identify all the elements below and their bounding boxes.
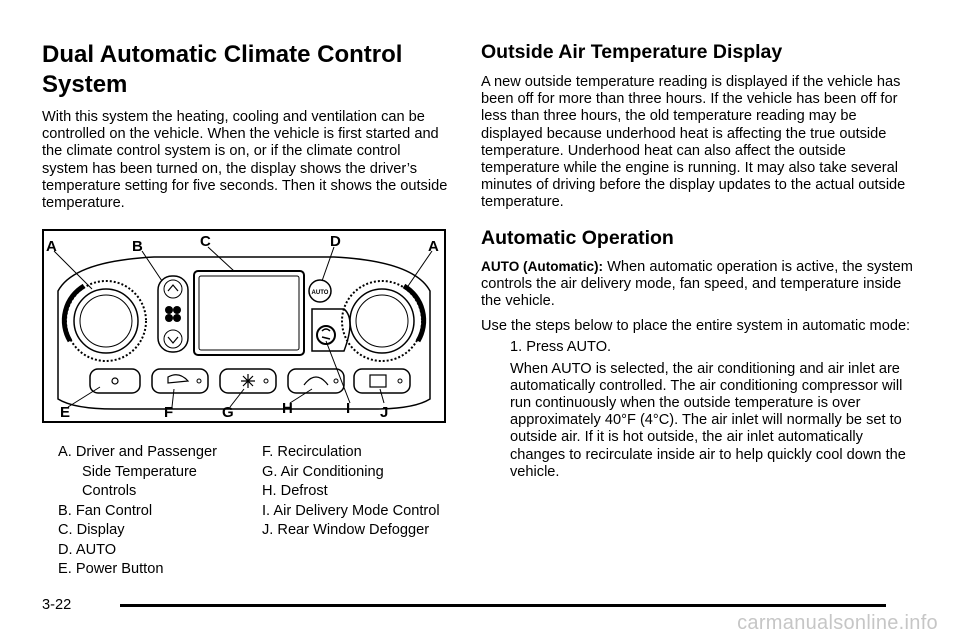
intro-paragraph: With this system the heating, cooling and ventilation can be controlled on the vehicle. When the vehicle is first started and the climate control system is on, or if the climate control system has been turned on, the display shows the driver’s temperature setting for five seconds. Then it shows the outside temperature. (42, 109, 448, 212)
outside-temp-paragraph: A new outside temperature reading is displayed if the vehicle has been off for more than three hours. If the vehicle has been off for less than three hours, the old temperature reading may be displayed because underhood heat is affecting the true outside temperature. Underhood heat can also affect the outside temperature while the engine is running. It may also take several minutes of driving before the display updates to the actual outside temperature. (481, 74, 906, 211)
legend-item: H. Defrost (262, 483, 328, 499)
recirculation-button (152, 369, 208, 393)
callout-i: I (346, 400, 351, 417)
panel-outline (58, 257, 430, 409)
driver-temperature-knob (64, 281, 146, 361)
fan-icon (165, 306, 181, 322)
defrost-icon (304, 377, 328, 385)
watermark: carmanualsonline.info (737, 612, 938, 634)
climate-panel-illustration (44, 231, 444, 421)
callout-a-right: A (428, 238, 439, 255)
snowflake-icon (241, 374, 255, 388)
legend-item: I. Air Delivery Mode Control (262, 502, 440, 519)
right-column (481, 40, 921, 481)
callout-c: C (200, 233, 211, 250)
passenger-temperature-knob (342, 281, 424, 361)
callout-g: G (222, 404, 234, 421)
callout-d: D (330, 233, 341, 250)
climate-control-figure (42, 229, 446, 423)
callout-j: J (380, 404, 389, 421)
step-1: 1. Press AUTO. (510, 339, 612, 356)
legend-right (262, 443, 452, 541)
page-number: 3-22 (42, 597, 72, 613)
legend-item: J. Rear Window Defogger (262, 522, 430, 538)
display-screen (194, 271, 304, 355)
callout-b: B (132, 238, 143, 255)
section-heading-auto-operation: Automatic Operation (481, 226, 674, 249)
legend-item: A. Driver and Passenger Side Temperature Controls (58, 444, 217, 499)
power-button (90, 369, 140, 393)
left-column (42, 40, 450, 212)
legend-left (58, 443, 248, 580)
section-heading-outside-temp: Outside Air Temperature Display (481, 41, 783, 63)
recirculation-icon (168, 375, 188, 383)
callout-e: E (60, 404, 71, 421)
air-delivery-mode-control (312, 309, 350, 351)
legend-item: C. Display (58, 522, 125, 538)
defrost-button (288, 369, 344, 393)
auto-label: AUTO (Automatic): (481, 258, 604, 274)
auto-button (309, 280, 331, 302)
step-1-body: When AUTO is selected, the air conditioning and air inlet are automatically controlled. The air conditioning compressor will run continuously when the outside temperature is over approximately 40°F (4°C). The air inlet will normally be set to outside air. If it is hot outside, the air inlet automatically changes to recirculate inside air to help quickly cool down the vehicle. (510, 360, 906, 480)
svg-text:AUTO: AUTO (311, 290, 329, 296)
auto-paragraph: AUTO (Automatic): When automatic operation is active, the system controls the air delivery mode, fan speed, and temperature inside the vehicle. (481, 258, 913, 310)
fan-control (158, 276, 188, 352)
legend-item: G. Air Conditioning (262, 463, 384, 480)
page-title: Dual Automatic Climate Control System (42, 41, 403, 98)
legend-item: E. Power Button (58, 561, 164, 577)
legend-item: F. Recirculation (262, 444, 362, 460)
bottom-button-row (90, 369, 410, 393)
footer-rule (120, 604, 886, 607)
callout-a-left: A (46, 238, 57, 255)
steps-intro: Use the steps below to place the entire system in automatic mode: (481, 318, 911, 335)
legend-item: D. AUTO (58, 541, 117, 558)
rear-window-icon (370, 375, 386, 387)
legend-item: B. Fan Control (58, 502, 153, 519)
callout-h: H (282, 400, 293, 417)
callout-f: F (164, 404, 174, 421)
